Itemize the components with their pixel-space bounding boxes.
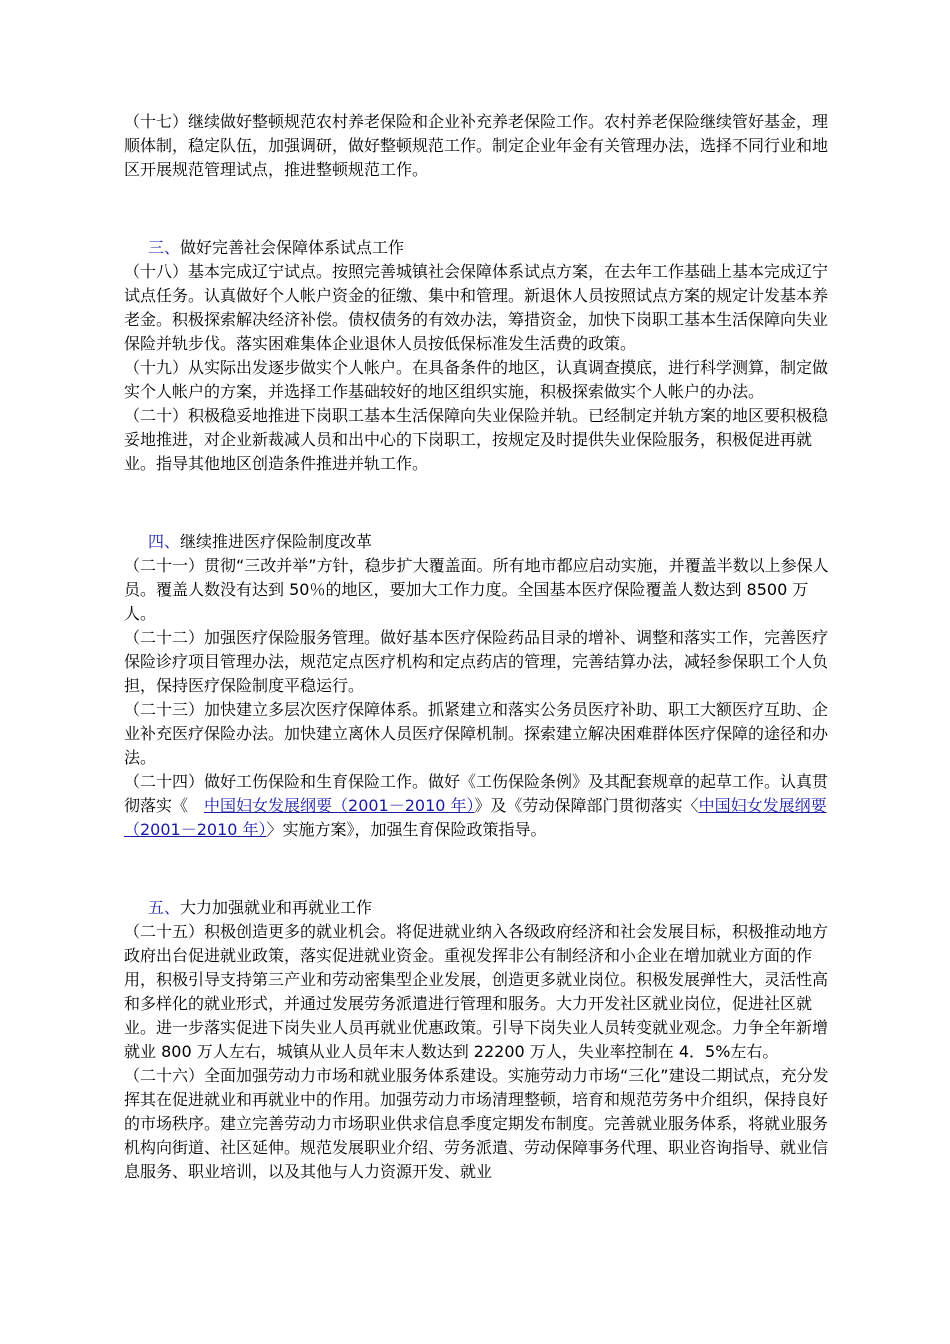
- section-number: 五、: [148, 898, 181, 917]
- section-title: 做好完善社会保障体系试点工作: [180, 238, 405, 257]
- paragraph-18: （十八）基本完成辽宁试点。按照完善城镇社会保障体系试点方案，在去年工作基础上基本完成辽宁试点任务。认真做好个人帐户资金的征缴、集中和管理。新退休人员按照试点方案的规定计发基本养老金。积极探索解决经济补偿。债权债务的有效办法，筹措资金，加快下岗职工基本生活保障向失业保险并轨步伐。落实困难集体企业退休人员按低保标准发生活费的政策。: [124, 262, 829, 353]
- paragraph-23: （二十三）加快建立多层次医疗保障体系。抓紧建立和落实公务员医疗补助、职工大额医疗互助、企业补充医疗保险办法。加快建立离休人员医疗保障机制。探索建立解决困难群体医疗保障的途径和办法。: [124, 700, 829, 767]
- spacer: [124, 182, 836, 236]
- spacer: [124, 842, 836, 896]
- section-title: 继续推进医疗保险制度改革: [180, 532, 373, 551]
- paragraph-21: （二十一）贯彻“三改并举”方针，稳步扩大覆盖面。所有地市都应启动实施，并覆盖半数以上参保人员。覆盖人数没有达到 50％的地区，要加大工作力度。全国基本医疗保险覆盖人数达到 8500 万人。: [124, 556, 829, 623]
- paragraph-19: （十九）从实际出发逐步做实个人帐户。在具备条件的地区，认真调查摸底，进行科学测算，制定做实个人帐户的方案，并选择工作基础较好的地区组织实施，积极探索做实个人帐户的办法。: [124, 358, 829, 401]
- women-development-outline-link[interactable]: 中国妇女发展纲要（2001－2010 年）: [204, 796, 475, 815]
- paragraph-24-text-b: 》及《劳动保障部门贯彻落实〈: [474, 796, 699, 815]
- paragraph-24: [124, 770, 836, 842]
- section-heading-3: [124, 236, 836, 260]
- section-title: 大力加强就业和再就业工作: [180, 898, 373, 917]
- paragraph-24-text-c: 〉实施方案》，加强生育保险政策指导。: [266, 820, 547, 839]
- paragraph-22: （二十二）加强医疗保险服务管理。做好基本医疗保险药品目录的增补、调整和落实工作，完善医疗保险诊疗项目管理办法，规范定点医疗机构和定点药店的管理，完善结算办法，减轻参保职工个人负担，保持医疗保险制度平稳运行。: [124, 628, 829, 695]
- section-number: 三、: [148, 238, 181, 257]
- paragraph-17: （十七）继续做好整顿规范农村养老保险和企业补充养老保险工作。农村养老保险继续管好基金，理顺体制，稳定队伍，加强调研，做好整顿规范工作。制定企业年金有关管理办法，选择不同行业和地区开展规范管理试点，推进整顿规范工作。: [124, 112, 829, 179]
- section-heading-4: [124, 530, 836, 554]
- paragraph-24-text-a: （二十四）做好工伤保险和生育保险工作。做好《工伤保险条例》及其配套规章的起草工作。认真贯彻落实《: [124, 772, 829, 815]
- women-development-outline-link-2[interactable]: 中国妇女发展纲要（2001－2010 年）: [124, 796, 827, 839]
- document-page: [124, 110, 836, 1184]
- spacer: [124, 476, 836, 530]
- section-number: 四、: [148, 532, 181, 551]
- paragraph-26: （二十六）全面加强劳动力市场和就业服务体系建设。实施劳动力市场“三化”建设二期试点，充分发挥其在促进就业和再就业中的作用。加强劳动力市场清理整顿，培育和规范劳务中介组织，保持良好的市场秩序。建立完善劳动力市场职业供求信息季度定期发布制度。完善就业服务体系，将就业服务机构向街道、社区延伸。规范发展职业介绍、劳务派遣、劳动保障事务代理、职业咨询指导、就业信息服务、职业培训，以及其他与人力资源开发、就业: [124, 1066, 829, 1181]
- paragraph-25: （二十五）积极创造更多的就业机会。将促进就业纳入各级政府经济和社会发展目标，积极推动地方政府出台促进就业政策，落实促进就业资金。重视发挥非公有制经济和小企业在增加就业方面的作用，积极引导支持第三产业和劳动密集型企业发展，创造更多就业岗位。积极发展弹性大，灵活性高和多样化的就业形式，并通过发展劳务派遣进行管理和服务。大力开发社区就业岗位，促进社区就业。进一步落实促进下岗失业人员再就业优惠政策。引导下岗失业人员转变就业观念。力争全年新增就业 800 万人左右，城镇从业人员年末人数达到 22200 万人，失业率控制在 4．5%左右。: [124, 922, 829, 1061]
- section-heading-5: [124, 896, 836, 920]
- paragraph-20: （二十）积极稳妥地推进下岗职工基本生活保障向失业保险并轨。已经制定并轨方案的地区要积极稳妥地推进，对企业新裁减人员和出中心的下岗职工，按规定及时提供失业保险服务，积极促进再就业。指导其他地区创造条件推进并轨工作。: [124, 406, 829, 473]
